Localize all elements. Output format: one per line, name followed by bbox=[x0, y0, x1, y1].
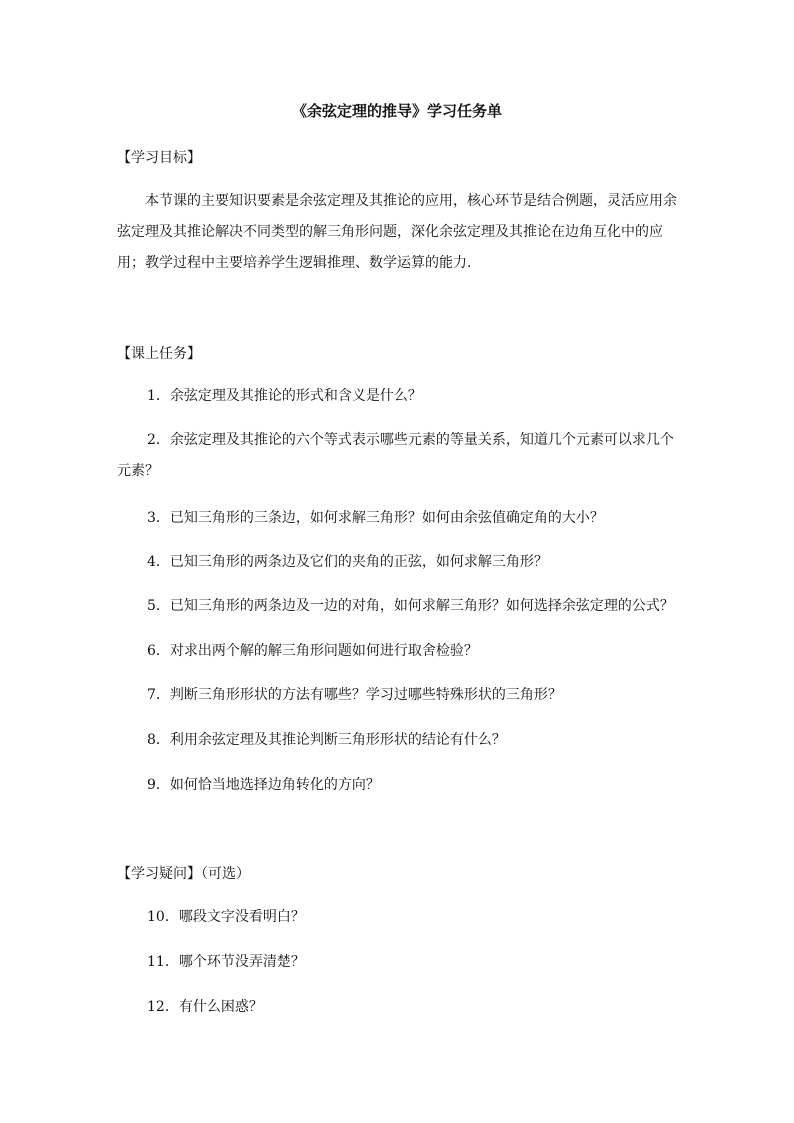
task-item-7: 7．判断三角形形状的方法有哪些？学习过哪些特殊形状的三角形？ bbox=[147, 687, 562, 703]
question-item-12: 12．有什么困惑？ bbox=[147, 999, 263, 1015]
task-item-8: 8．利用余弦定理及其推论判断三角形形状的结论有什么？ bbox=[147, 732, 506, 748]
task-item-5: 5．已知三角形的两条边及一边的对角，如何求解三角形？如何选择余弦定理的公式？ bbox=[147, 598, 674, 614]
question-item-11: 11．哪个环节没弄清楚？ bbox=[147, 954, 305, 970]
objectives-paragraph: 本节课的主要知识要素是余弦定理及其推论的应用，核心环节是结合例题，灵活应用余弦定理及其推论解决不同类型的解三角形问题，深化余弦定理及其推论在边角互化中的应用；教学过程中主要培养学生逻辑推理、数学运算的能力. bbox=[117, 193, 677, 271]
task-item-3: 3．已知三角形的三条边，如何求解三角形？如何由余弦值确定角的大小？ bbox=[147, 510, 604, 526]
questions-heading: 【学习疑问】（可选） bbox=[117, 866, 250, 882]
task-item-1: 1．余弦定理及其推论的形式和含义是什么？ bbox=[147, 388, 422, 404]
tasks-heading: 【课上任务】 bbox=[117, 346, 201, 362]
question-item-10: 10．哪段文字没看明白？ bbox=[147, 909, 305, 925]
task-item-4: 4．已知三角形的两条边及它们的夹角的正弦，如何求解三角形？ bbox=[147, 554, 548, 570]
document-title: 《余弦定理的推导》学习任务单 bbox=[291, 102, 502, 120]
task-item-9: 9．如何恰当地选择边角转化的方向？ bbox=[147, 777, 380, 793]
objectives-heading: 【学习目标】 bbox=[117, 150, 201, 166]
task-item-2: 2．余弦定理及其推论的六个等式表示哪些元素的等量关系，知道几个元素可以求几个元素？ bbox=[117, 432, 674, 479]
task-item-6: 6．对求出两个解的解三角形问题如何进行取舍检验？ bbox=[147, 643, 478, 659]
